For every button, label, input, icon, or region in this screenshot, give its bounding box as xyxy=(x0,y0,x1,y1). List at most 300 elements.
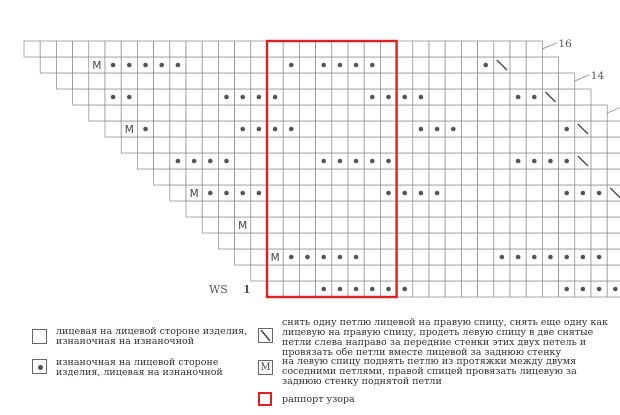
chart-cell xyxy=(154,73,170,89)
chart-cell xyxy=(494,169,510,185)
chart-cell xyxy=(283,265,299,281)
chart-cell xyxy=(478,249,494,265)
chart-cell xyxy=(202,89,218,105)
chart-cell xyxy=(218,41,234,57)
purl-dot xyxy=(321,63,326,68)
chart-cell xyxy=(348,137,364,153)
chart-cell xyxy=(251,233,267,249)
make-one-symbol: M xyxy=(124,123,134,136)
purl-dot xyxy=(208,191,213,196)
chart-cell xyxy=(316,73,332,89)
chart-cell xyxy=(559,217,575,233)
chart-cell xyxy=(591,137,607,153)
chart-cell xyxy=(542,201,558,217)
chart-cell xyxy=(283,233,299,249)
chart-cell xyxy=(429,217,445,233)
chart-cell xyxy=(218,121,234,137)
chart-cell xyxy=(235,41,251,57)
chart-cell xyxy=(186,41,202,57)
chart-cell xyxy=(494,121,510,137)
chart-cell xyxy=(429,41,445,57)
chart-cell xyxy=(445,105,461,121)
chart-cell xyxy=(316,185,332,201)
chart-cell xyxy=(413,249,429,265)
purl-dot xyxy=(354,255,359,260)
chart-cell xyxy=(218,73,234,89)
chart-cell xyxy=(607,201,620,217)
chart-cell xyxy=(494,233,510,249)
chart-cell xyxy=(510,169,526,185)
chart-cell xyxy=(202,137,218,153)
chart-cell xyxy=(575,201,591,217)
chart-cell xyxy=(445,185,461,201)
purl-dot xyxy=(548,159,553,164)
chart-cell xyxy=(413,233,429,249)
chart-cell xyxy=(202,169,218,185)
chart-cell xyxy=(267,265,283,281)
chart-cell xyxy=(575,137,591,153)
chart-cell xyxy=(121,41,137,57)
chart-cell xyxy=(283,41,299,57)
chart-cell xyxy=(316,169,332,185)
chart-cell xyxy=(380,217,396,233)
chart-cell xyxy=(413,137,429,153)
chart-cell xyxy=(267,137,283,153)
purl-dot xyxy=(159,63,164,68)
purl-dot xyxy=(321,287,326,292)
chart-cell xyxy=(218,217,234,233)
chart-cell xyxy=(73,57,89,73)
chart-cell xyxy=(429,281,445,297)
chart-cell xyxy=(413,41,429,57)
chart-cell xyxy=(316,217,332,233)
purl-dot xyxy=(597,191,602,196)
chart-cell xyxy=(494,281,510,297)
chart-cell xyxy=(235,249,251,265)
chart-cell xyxy=(429,137,445,153)
chart-cell xyxy=(478,73,494,89)
legend-purl-text: изнаночная на лицевой стороне изделия, лицевая на изнаночной xyxy=(56,357,223,378)
chart-cell xyxy=(526,281,542,297)
chart-cell xyxy=(575,169,591,185)
purl-dot xyxy=(370,63,375,68)
chart-cell xyxy=(267,233,283,249)
chart-cell xyxy=(397,153,413,169)
legend-decrease-swatch xyxy=(258,328,273,343)
purl-dot xyxy=(289,255,294,260)
chart-cell xyxy=(380,169,396,185)
chart-cell xyxy=(510,233,526,249)
chart-cell xyxy=(364,105,380,121)
purl-dot xyxy=(581,191,586,196)
chart-cell xyxy=(526,265,542,281)
chart-cell xyxy=(154,153,170,169)
chart-cell xyxy=(137,73,153,89)
chart-cell xyxy=(364,233,380,249)
chart-cell xyxy=(413,105,429,121)
chart-cell xyxy=(478,89,494,105)
purl-dot xyxy=(208,159,213,164)
chart-cell xyxy=(380,105,396,121)
chart-cell xyxy=(591,105,607,121)
make-one-symbol: M xyxy=(189,187,199,200)
chart-cell xyxy=(299,73,315,89)
chart-cell xyxy=(251,169,267,185)
purl-dot xyxy=(386,95,391,100)
chart-cell xyxy=(316,137,332,153)
purl-dot xyxy=(564,255,569,260)
chart-cell xyxy=(494,137,510,153)
chart-cell xyxy=(461,73,477,89)
purl-dot xyxy=(192,159,197,164)
purl-dot xyxy=(321,159,326,164)
chart-cell xyxy=(154,105,170,121)
purl-dot xyxy=(419,191,424,196)
chart-cell xyxy=(186,137,202,153)
purl-dot xyxy=(386,191,391,196)
chart-cell xyxy=(137,153,153,169)
chart-cell xyxy=(380,121,396,137)
chart-cell xyxy=(607,153,620,169)
chart-cell xyxy=(332,201,348,217)
chart-cell xyxy=(218,57,234,73)
chart-cell xyxy=(299,121,315,137)
chart-cell xyxy=(478,233,494,249)
purl-dot xyxy=(176,159,181,164)
chart-cell xyxy=(348,185,364,201)
chart-cell xyxy=(121,137,137,153)
chart-cell xyxy=(251,137,267,153)
chart-cell xyxy=(299,265,315,281)
chart-cell xyxy=(380,41,396,57)
chart-cell xyxy=(445,137,461,153)
chart-cell xyxy=(186,201,202,217)
chart-cell xyxy=(283,89,299,105)
chart-cell xyxy=(461,105,477,121)
chart-cell xyxy=(154,41,170,57)
purl-dot xyxy=(257,95,262,100)
chart-cell xyxy=(413,73,429,89)
chart-cell xyxy=(251,57,267,73)
chart-cell xyxy=(429,249,445,265)
chart-cell xyxy=(137,89,153,105)
chart-cell xyxy=(494,41,510,57)
legend-knit-text: лицевая на лицевой стороне изделия, изнаночная на изнаночной xyxy=(56,326,248,347)
chart-cell xyxy=(591,121,607,137)
chart-cell xyxy=(186,121,202,137)
chart-cell xyxy=(445,73,461,89)
chart-cell xyxy=(283,201,299,217)
purl-dot xyxy=(386,159,391,164)
chart-cell xyxy=(607,249,620,265)
chart-cell xyxy=(105,105,121,121)
chart-cell xyxy=(267,217,283,233)
chart-cell xyxy=(154,121,170,137)
purl-dot xyxy=(564,127,569,132)
chart-cell xyxy=(73,41,89,57)
purl-dot xyxy=(564,287,569,292)
chart-cell xyxy=(429,201,445,217)
chart-cell xyxy=(251,105,267,121)
purl-dot xyxy=(402,191,407,196)
chart-cell xyxy=(283,169,299,185)
chart-cell xyxy=(299,137,315,153)
chart-cell xyxy=(461,169,477,185)
chart-cell xyxy=(429,169,445,185)
chart-cell xyxy=(364,137,380,153)
chart-cell xyxy=(397,121,413,137)
chart-cell xyxy=(542,265,558,281)
purl-dot xyxy=(240,95,245,100)
chart-cell xyxy=(510,73,526,89)
chart-cell xyxy=(251,153,267,169)
chart-cell xyxy=(494,201,510,217)
chart-cell xyxy=(56,41,72,57)
chart-cell xyxy=(283,137,299,153)
purl-dot xyxy=(419,95,424,100)
chart-cell xyxy=(332,137,348,153)
chart-cell xyxy=(510,185,526,201)
chart-cell xyxy=(445,41,461,57)
purl-dot xyxy=(143,63,148,68)
purl-dot xyxy=(564,191,569,196)
chart-cell xyxy=(397,217,413,233)
chart-cell xyxy=(526,185,542,201)
chart-cell xyxy=(380,233,396,249)
chart-cell xyxy=(607,265,620,281)
chart-cell xyxy=(267,169,283,185)
chart-cell xyxy=(267,153,283,169)
chart-cell xyxy=(348,73,364,89)
chart-cell xyxy=(429,153,445,169)
chart-cell xyxy=(380,73,396,89)
chart-cell xyxy=(364,185,380,201)
chart-cell xyxy=(267,73,283,89)
chart-cell xyxy=(559,89,575,105)
chart-cell xyxy=(121,73,137,89)
legend-repeat-swatch xyxy=(258,392,272,406)
purl-dot xyxy=(321,255,326,260)
row-leader-line xyxy=(607,107,620,113)
chart-cell xyxy=(380,137,396,153)
chart-cell xyxy=(364,41,380,57)
chart-cell xyxy=(559,201,575,217)
chart-cell xyxy=(575,89,591,105)
chart-cell xyxy=(575,233,591,249)
chart-cell xyxy=(186,105,202,121)
chart-cell xyxy=(348,105,364,121)
chart-cell xyxy=(461,249,477,265)
chart-cell xyxy=(316,105,332,121)
purl-dot xyxy=(224,95,229,100)
make-one-symbol: M xyxy=(92,59,102,72)
chart-cell xyxy=(218,201,234,217)
purl-dot xyxy=(354,63,359,68)
chart-cell xyxy=(251,217,267,233)
chart-cell xyxy=(397,73,413,89)
chart-cell xyxy=(445,169,461,185)
chart-cell xyxy=(510,137,526,153)
chart-cell xyxy=(494,217,510,233)
purl-dot xyxy=(338,63,343,68)
chart-cell xyxy=(526,105,542,121)
chart-cell xyxy=(413,217,429,233)
chart-cell xyxy=(542,121,558,137)
legend-repeat-text: раппорт узора xyxy=(282,394,355,405)
chart-cell xyxy=(251,249,267,265)
chart-cell xyxy=(348,169,364,185)
chart-cell xyxy=(559,233,575,249)
chart-cell xyxy=(235,137,251,153)
purl-dot xyxy=(532,255,537,260)
chart-cell xyxy=(559,265,575,281)
chart-cell xyxy=(526,41,542,57)
purl-dot xyxy=(240,191,245,196)
chart-cell xyxy=(461,185,477,201)
chart-cell xyxy=(186,57,202,73)
chart-cell xyxy=(24,41,40,57)
purl-dot xyxy=(257,127,262,132)
chart-cell xyxy=(445,249,461,265)
purl-dot xyxy=(273,127,278,132)
chart-cell xyxy=(251,201,267,217)
chart-cell xyxy=(299,105,315,121)
chart-cell xyxy=(299,217,315,233)
chart-cell xyxy=(348,201,364,217)
chart-cell xyxy=(218,137,234,153)
chart-cell xyxy=(332,265,348,281)
chart-cell xyxy=(397,169,413,185)
purl-dot xyxy=(419,127,424,132)
ws-side-label: WS xyxy=(209,283,228,296)
chart-cell xyxy=(202,105,218,121)
chart-cell xyxy=(121,105,137,121)
chart-cell xyxy=(445,57,461,73)
chart-cell xyxy=(429,233,445,249)
chart-cell xyxy=(105,121,121,137)
chart-cell xyxy=(542,57,558,73)
chart-cell xyxy=(218,233,234,249)
chart-cell xyxy=(283,153,299,169)
chart-cell xyxy=(413,57,429,73)
chart-cell xyxy=(591,265,607,281)
chart-cell xyxy=(348,121,364,137)
chart-cell xyxy=(607,185,620,201)
chart-cell xyxy=(299,201,315,217)
purl-dot xyxy=(613,287,618,292)
chart-cell xyxy=(413,169,429,185)
chart-cell xyxy=(526,137,542,153)
legend-make-one-swatch: M xyxy=(258,360,273,375)
chart-cell xyxy=(591,217,607,233)
chart-cell xyxy=(478,201,494,217)
chart-cell xyxy=(526,217,542,233)
row-number-label: 14 xyxy=(590,70,605,82)
chart-cell xyxy=(494,185,510,201)
purl-dot xyxy=(451,127,456,132)
purl-dot xyxy=(402,95,407,100)
purl-dot xyxy=(370,95,375,100)
chart-cell xyxy=(235,105,251,121)
chart-cell xyxy=(559,105,575,121)
chart-cell xyxy=(332,233,348,249)
chart-cell xyxy=(316,201,332,217)
chart-cell xyxy=(170,73,186,89)
chart-cell xyxy=(445,265,461,281)
chart-cell xyxy=(154,137,170,153)
chart-cell xyxy=(299,41,315,57)
chart-cell xyxy=(478,153,494,169)
chart-cell xyxy=(251,265,267,281)
chart-cell xyxy=(283,281,299,297)
chart-cell xyxy=(364,169,380,185)
chart-cell xyxy=(461,201,477,217)
purl-dot xyxy=(532,159,537,164)
chart-cell xyxy=(559,73,575,89)
chart-cell xyxy=(510,217,526,233)
make-one-symbol: M xyxy=(238,219,248,232)
chart-cell xyxy=(56,57,72,73)
chart-cell xyxy=(591,169,607,185)
chart-cell xyxy=(316,233,332,249)
purl-dot xyxy=(224,159,229,164)
chart-cell xyxy=(445,89,461,105)
chart-cell xyxy=(510,281,526,297)
purl-dot xyxy=(516,159,521,164)
chart-cell xyxy=(218,169,234,185)
purl-dot xyxy=(597,255,602,260)
row-leader-line xyxy=(575,75,589,81)
row-leader-line xyxy=(542,43,556,49)
make-one-symbol: M xyxy=(270,251,280,264)
chart-cell xyxy=(218,105,234,121)
chart-cell xyxy=(137,41,153,57)
chart-cell xyxy=(478,169,494,185)
chart-cell xyxy=(397,57,413,73)
chart-cell xyxy=(413,265,429,281)
chart-cell xyxy=(235,201,251,217)
purl-dot xyxy=(289,63,294,68)
chart-cell xyxy=(348,89,364,105)
chart-cell xyxy=(316,41,332,57)
chart-cell xyxy=(461,217,477,233)
chart-cell xyxy=(316,89,332,105)
chart-cell xyxy=(154,89,170,105)
purl-dot xyxy=(224,191,229,196)
chart-cell xyxy=(170,137,186,153)
chart-cell xyxy=(186,169,202,185)
purl-dot xyxy=(516,255,521,260)
chart-cell xyxy=(332,41,348,57)
chart-cell xyxy=(186,89,202,105)
chart-cell xyxy=(461,281,477,297)
purl-dot xyxy=(548,255,553,260)
chart-cell xyxy=(397,137,413,153)
chart-cell xyxy=(105,73,121,89)
chart-cell xyxy=(267,41,283,57)
chart-cell xyxy=(542,105,558,121)
purl-dot xyxy=(386,287,391,292)
purl-dot xyxy=(370,287,375,292)
chart-cell xyxy=(575,105,591,121)
chart-cell xyxy=(542,137,558,153)
chart-cell xyxy=(445,281,461,297)
purl-dot xyxy=(257,191,262,196)
chart-cell xyxy=(348,265,364,281)
chart-cell xyxy=(251,73,267,89)
chart-cell xyxy=(316,265,332,281)
legend-make-one-text: на левую спицу поднять петлю из протяжки между двумя соседними петлями, правой спицей провязать лицевую за заднюю стенку поднятой петли xyxy=(282,356,577,387)
